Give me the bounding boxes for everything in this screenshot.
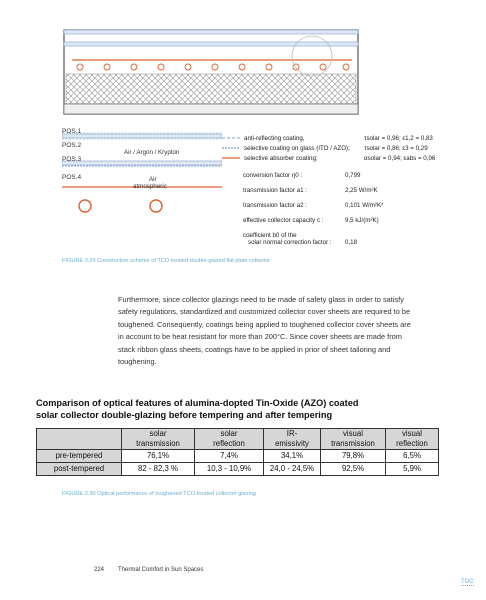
property-value: 9,5 kJ/(m²K) [345, 217, 379, 224]
legend-value: αsolar = 0,94; εabs = 0,06 [364, 155, 436, 162]
table-header-empty [37, 429, 122, 450]
table-cell: 7,4% [195, 450, 264, 463]
table-cell: 92,5% [321, 463, 386, 476]
table-cell: 79,8% [321, 450, 386, 463]
table-cell: 5,9% [386, 463, 439, 476]
property-row-1 [243, 172, 361, 179]
air-label: Air [149, 176, 157, 183]
optical-performance-table [36, 428, 439, 476]
outer-glass-pane [64, 30, 358, 34]
figure-number: FIGURE 3.29 [62, 258, 96, 264]
legend-text: anti-reflecting coating, [244, 135, 305, 142]
table-header-row [37, 429, 439, 450]
insulation-layer [66, 74, 356, 104]
table-header: solar reflection [195, 429, 264, 450]
property-label: conversion factor η0 : [243, 172, 303, 179]
legend-text: selective absorber coating; [244, 155, 318, 162]
figure-caption-text: Optical performance of toughened TCO-treated collector glazing [97, 491, 256, 497]
property-label: transmission factor a1 : [243, 187, 307, 194]
pos-label-4: POS.4 [62, 174, 82, 181]
figure-caption-1 [62, 258, 270, 264]
legend-row-3 [244, 155, 436, 162]
table-header: solar transmission [122, 429, 195, 450]
pos-label-1: POS.1 [62, 128, 82, 135]
table-title [36, 397, 358, 421]
collector-section-diagram [62, 18, 362, 118]
absorber-tubes [77, 64, 349, 70]
table-cell: 6,5% [386, 450, 439, 463]
back-panel [64, 104, 358, 114]
table-title-line-1: Comparison of optical features of alumina-dopted Tin-Oxide (AZO) coated [36, 398, 359, 408]
figure-caption-text: Construction scheme of TCO treated double-glazed flat plate collector [97, 258, 270, 264]
table-cell: 24,0 - 24,5% [264, 463, 321, 476]
figure-caption-2 [62, 491, 256, 497]
table-cell: 82 - 82,3 % [122, 463, 195, 476]
table-cell: 76,1% [122, 450, 195, 463]
property-value: 0,101 W/m²K² [345, 202, 384, 209]
legend-value: τsolar = 0,86; ε3 = 0,29 [364, 145, 428, 152]
detail-pane-1 [62, 134, 222, 138]
property-row-5 [243, 232, 297, 239]
property-label: transmission factor a2 : [243, 202, 307, 209]
property-value: 0,799 [345, 172, 361, 179]
row-label: pre-tempered [37, 450, 122, 463]
gas-label: Air / Argon / Krypton [124, 149, 180, 156]
property-row-5b [248, 239, 358, 246]
detail-pane-2 [62, 161, 222, 165]
glazing-detail-diagram [62, 130, 222, 215]
toc-link[interactable]: TOC [461, 579, 474, 585]
property-label: solar normal correction factor : [248, 239, 332, 246]
inner-glass-pane [64, 42, 358, 46]
table-title-line-2: solar collector double-glazing before tempering and after tempering [36, 410, 333, 420]
table-cell: 10,3 - 10,9% [195, 463, 264, 476]
property-value: 2,25 W/m²K [345, 187, 378, 194]
legend-row-2 [244, 145, 428, 152]
legend-text: selective coating on glass (ITO / AZO); [244, 145, 350, 152]
running-title: Thermal Comfort in Sun Spaces [118, 567, 204, 573]
table-row [37, 463, 439, 476]
property-row-3 [243, 202, 384, 209]
legend-value: τsolar = 0,96; ε1,2 = 0,83 [364, 135, 433, 142]
detail-tubes [79, 200, 162, 212]
legend-markers [222, 135, 242, 165]
row-label: post-tempered [37, 463, 122, 476]
table-header: visual reflection [386, 429, 439, 450]
table-header: IR- emissivity [264, 429, 321, 450]
figure-number: FIGURE 3.30 [62, 491, 96, 497]
body-paragraph: Furthermore, since collector glazings need to be made of safety glass in order to satisfy safety regulations, standardized and customized collector cover sheets are required to be toughened. Consequently, coatings being applied to toughened collector cover sheets are in account to be heat resistant for more than 200°C. Since cover sheets are made from stack ribbon glass sheets, coatings have to be applied in prior of sheet tailoring and toughening. [118, 295, 411, 367]
property-label: effective collector capacity c : [243, 217, 324, 224]
air-label-sub: atmospheric [133, 183, 167, 190]
property-row-4 [243, 217, 379, 224]
table-row [37, 450, 439, 463]
pos-label-3: POS.3 [62, 156, 82, 163]
table-header: visual transmission [321, 429, 386, 450]
table-cell: 34,1% [264, 450, 321, 463]
property-row-2 [243, 187, 378, 194]
legend-row-1 [244, 135, 433, 142]
pos-label-2: POS.2 [62, 142, 82, 149]
property-label: coefficient b0 of the [243, 232, 297, 239]
page-number: 224 [94, 567, 105, 573]
property-value: 0,18 [345, 239, 358, 246]
